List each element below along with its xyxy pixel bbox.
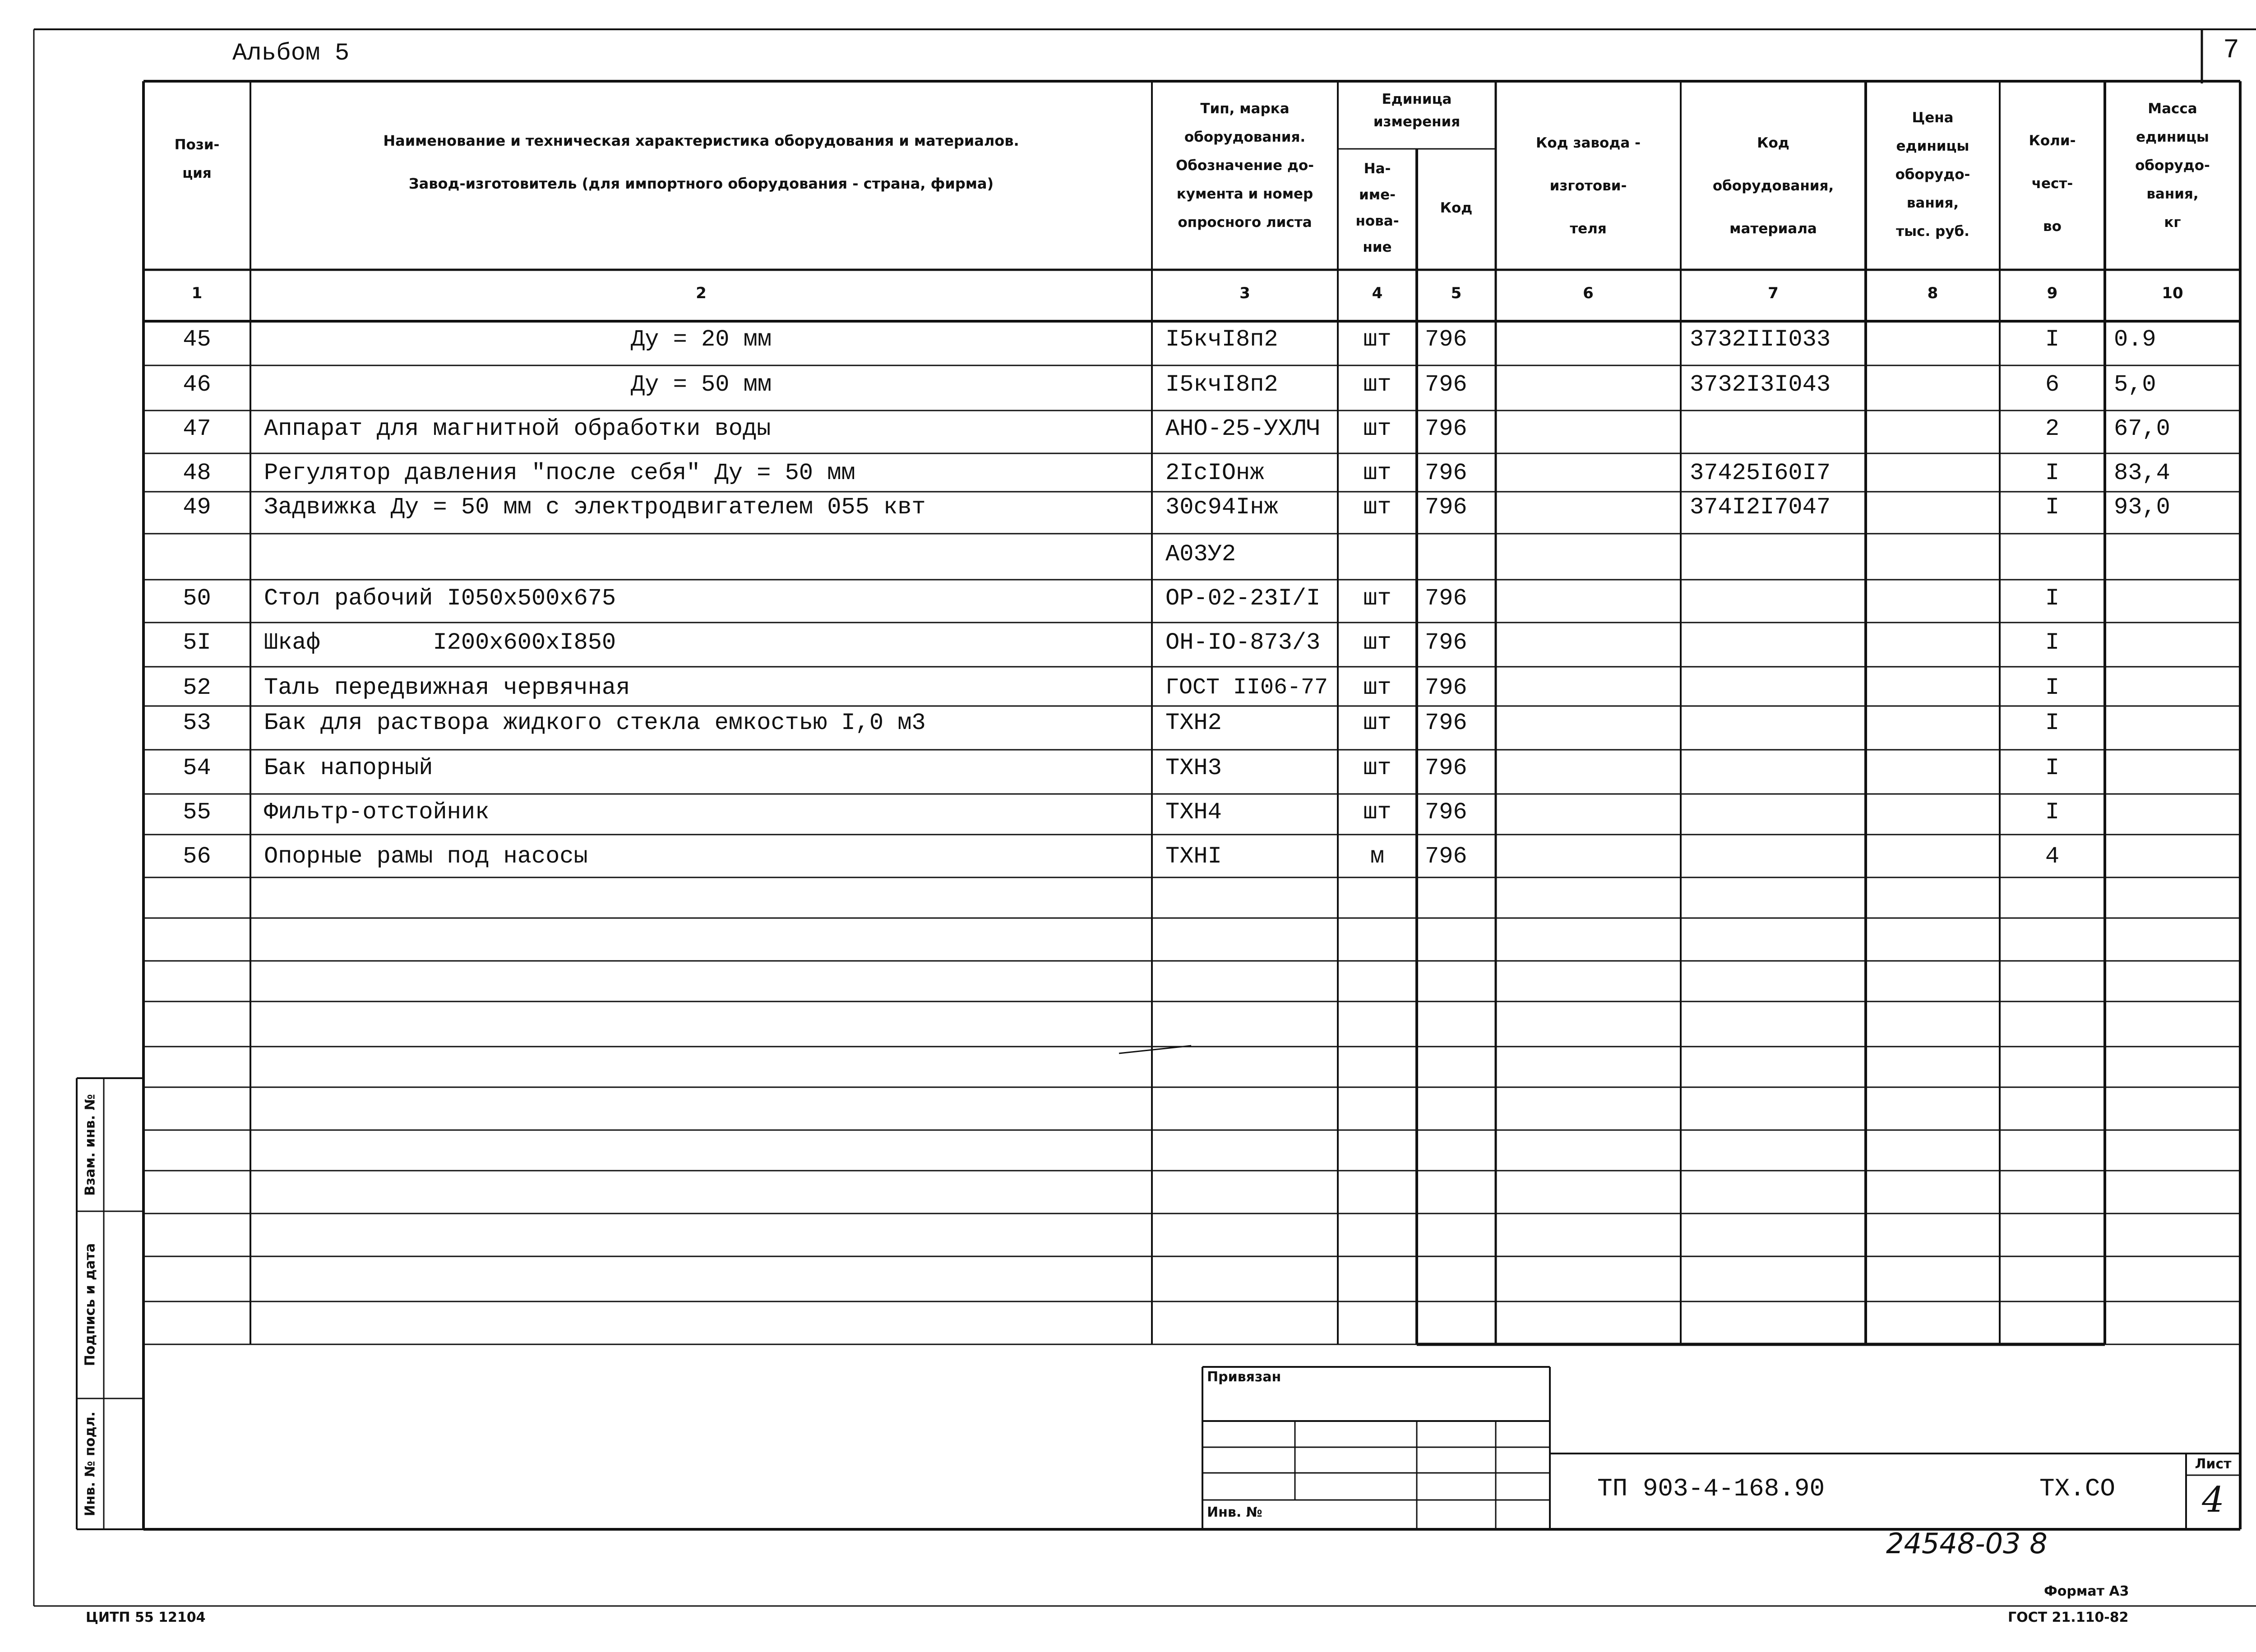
column-number: 2 — [696, 284, 707, 302]
header-mass: Масса единицы оборудо- вания, кг — [2135, 101, 2210, 231]
cell-unit: шт — [1363, 674, 1392, 701]
cell-unit: шт — [1363, 460, 1392, 486]
cell-unit-code: 796 — [1425, 629, 1467, 656]
cell-unit: шт — [1363, 415, 1392, 442]
cell-type: 30с94Iнж — [1165, 494, 1278, 521]
sheet-label: Лист — [2195, 1456, 2232, 1472]
cell-equipment-code: 3732III033 — [1690, 326, 1831, 353]
side-label-inv-original: Инв. № подл. — [82, 1411, 98, 1517]
cell-type: I5кчI8п2 — [1165, 326, 1278, 353]
cell-name: Ду = 20 мм — [630, 326, 772, 353]
cell-quantity: 4 — [2045, 843, 2060, 870]
cell-quantity: I — [2045, 674, 2060, 701]
page-number: 7 — [2223, 35, 2239, 66]
cell-mass: 67,0 — [2114, 415, 2170, 442]
cell-type: ТХНI — [1165, 843, 1222, 870]
cell-name: Бак для раствора жидкого стекла емкостью I,0 м3 — [264, 710, 926, 736]
cell-equipment-code: 3732I3I043 — [1690, 371, 1831, 398]
header-position: Пози- ция — [174, 137, 220, 181]
table-row — [0, 585, 2256, 616]
cell-quantity: I — [2045, 494, 2060, 521]
table-row — [0, 754, 2256, 786]
cell-unit: шт — [1363, 755, 1392, 781]
project-code: ТП 903-4-168.90 — [1597, 1474, 1825, 1503]
sheet-number: 4 — [2202, 1480, 2224, 1520]
cell-type: ГОСТ II06-77 — [1165, 675, 1328, 701]
bottom-left-code: ЦИТП 55 12104 — [86, 1610, 206, 1625]
cell-name: Регулятор давления "после себя" Ду = 50 мм — [264, 460, 855, 486]
header-price: Цена единицы оборудо- вания, тыс. руб. — [1895, 110, 1970, 240]
cell-name: Опорные рамы под насосы — [264, 843, 588, 870]
table-row — [0, 494, 2256, 525]
column-number: 9 — [2047, 284, 2058, 302]
cell-unit-code: 796 — [1425, 710, 1467, 736]
cell-quantity: I — [2045, 710, 2060, 736]
cell-unit-code: 796 — [1425, 674, 1467, 701]
cell-quantity: 2 — [2045, 415, 2060, 442]
column-number: 6 — [1583, 284, 1594, 302]
column-number: 4 — [1372, 284, 1383, 302]
cell-mass: 5,0 — [2114, 371, 2156, 398]
cell-quantity: I — [2045, 755, 2060, 781]
cell-unit: шт — [1363, 799, 1392, 826]
cell-type: ОР-02-23I/I — [1165, 585, 1321, 612]
cell-quantity: I — [2045, 460, 2060, 486]
cell-unit-code: 796 — [1425, 460, 1467, 486]
cell-type: АНО-25-УХЛЧ — [1165, 415, 1321, 442]
gost-label: ГОСТ 21.110-82 — [2008, 1610, 2129, 1625]
cell-mass: 83,4 — [2114, 460, 2170, 486]
cell-unit: шт — [1363, 494, 1392, 521]
cell-position: 47 — [183, 415, 211, 442]
cell-unit: м — [1370, 843, 1385, 870]
cell-quantity: I — [2045, 326, 2060, 353]
cell-unit-code: 796 — [1425, 799, 1467, 826]
table-row — [0, 415, 2256, 447]
cell-quantity: I — [2045, 585, 2060, 612]
cell-position: 54 — [183, 755, 211, 781]
table-row — [0, 674, 2256, 706]
cell-type: ТХН3 — [1165, 755, 1222, 781]
cell-unit: шт — [1363, 629, 1392, 656]
cell-position: 53 — [183, 710, 211, 736]
cell-unit-code: 796 — [1425, 494, 1467, 521]
table-row — [0, 843, 2256, 874]
header-quantity: Коли- чест- во — [2029, 133, 2076, 235]
column-number: 5 — [1451, 284, 1462, 302]
cell-name: Фильтр-отстойник — [264, 799, 490, 826]
cell-position: 49 — [183, 494, 211, 521]
format-label: Формат А3 — [2044, 1583, 2129, 1599]
cell-mass: 93,0 — [2114, 494, 2170, 521]
header-unit-name: На- име- нова- ние — [1355, 161, 1399, 255]
header-equipment-code: Код оборудования, материала — [1712, 135, 1834, 237]
cell-name: Бак напорный — [264, 755, 433, 781]
cell-position: 52 — [183, 674, 211, 701]
cell-type: А03У2 — [1165, 541, 1236, 568]
cell-position: 55 — [183, 799, 211, 826]
stamp-privyazan: Привязан — [1207, 1369, 1281, 1385]
cell-unit: шт — [1363, 710, 1392, 736]
header-type: Тип, марка оборудования. Обозначение до- кумента и номер опросного листа — [1175, 101, 1314, 231]
stamp-inv-no: Инв. № — [1207, 1504, 1262, 1520]
table-row — [0, 326, 2256, 357]
column-number: 7 — [1768, 284, 1779, 302]
side-label-inv-replace: Взам. инв. № — [82, 1094, 98, 1196]
column-number: 3 — [1239, 284, 1250, 302]
cell-type: ОН-IO-873/3 — [1165, 629, 1321, 656]
table-row — [0, 798, 2256, 830]
section-code: ТХ.СО — [2039, 1474, 2116, 1503]
cell-type: ТХН4 — [1165, 799, 1222, 826]
header-factory-code: Код завода - изготови- теля — [1536, 135, 1641, 237]
cell-name: Таль передвижная червячная — [264, 674, 630, 701]
table-row — [0, 540, 2256, 572]
cell-equipment-code: 37425I60I7 — [1690, 460, 1831, 486]
cell-quantity: I — [2045, 799, 2060, 826]
cell-name: Задвижка Ду = 50 мм с электродвигателем 055 квт — [264, 494, 926, 521]
cell-type: 2IсIОнж — [1165, 460, 1264, 486]
header-unit-code: Код — [1440, 200, 1473, 216]
cell-name: Шкаф I200x600xI850 — [264, 629, 616, 656]
cell-position: 45 — [183, 326, 211, 353]
column-number: 1 — [191, 284, 203, 302]
column-number: 10 — [2162, 284, 2183, 302]
cell-name: Стол рабочий I050x500x675 — [264, 585, 616, 612]
cell-position: 56 — [183, 843, 211, 870]
cell-type: I5кчI8п2 — [1165, 371, 1278, 398]
cell-quantity: I — [2045, 629, 2060, 656]
table-row — [0, 709, 2256, 741]
cell-unit: шт — [1363, 585, 1392, 612]
cell-position: 50 — [183, 585, 211, 612]
table-row — [0, 371, 2256, 402]
cell-unit-code: 796 — [1425, 371, 1467, 398]
side-label-signature-date: Подпись и дата — [82, 1243, 98, 1366]
table-row — [0, 629, 2256, 660]
cell-position: 48 — [183, 460, 211, 486]
cell-quantity: 6 — [2045, 371, 2060, 398]
column-number: 8 — [1927, 284, 1938, 302]
cell-unit: шт — [1363, 371, 1392, 398]
cell-name: Ду = 50 мм — [630, 371, 772, 398]
cell-unit-code: 796 — [1425, 755, 1467, 781]
cell-unit-code: 796 — [1425, 326, 1467, 353]
cell-position: 5I — [183, 629, 211, 656]
cell-name: Аппарат для магнитной обработки воды — [264, 415, 771, 442]
cell-unit: шт — [1363, 326, 1392, 353]
table-row — [0, 459, 2256, 491]
cell-unit-code: 796 — [1425, 415, 1467, 442]
header-name: Наименование и техническая характеристика оборудования и материалов. Завод-изготовитель (для импортного оборудования - страна, фирма) — [383, 132, 1019, 192]
archive-number: 24548-03 8 — [1886, 1527, 2048, 1560]
header-unit-group: Единица измерения — [1373, 91, 1461, 130]
cell-unit-code: 796 — [1425, 585, 1467, 612]
cell-unit-code: 796 — [1425, 843, 1467, 870]
cell-type: ТХН2 — [1165, 710, 1222, 736]
album-title: Альбом 5 — [232, 40, 350, 67]
cell-position: 46 — [183, 371, 211, 398]
cell-mass: 0.9 — [2114, 326, 2156, 353]
cell-equipment-code: 374I2I7047 — [1690, 494, 1831, 521]
